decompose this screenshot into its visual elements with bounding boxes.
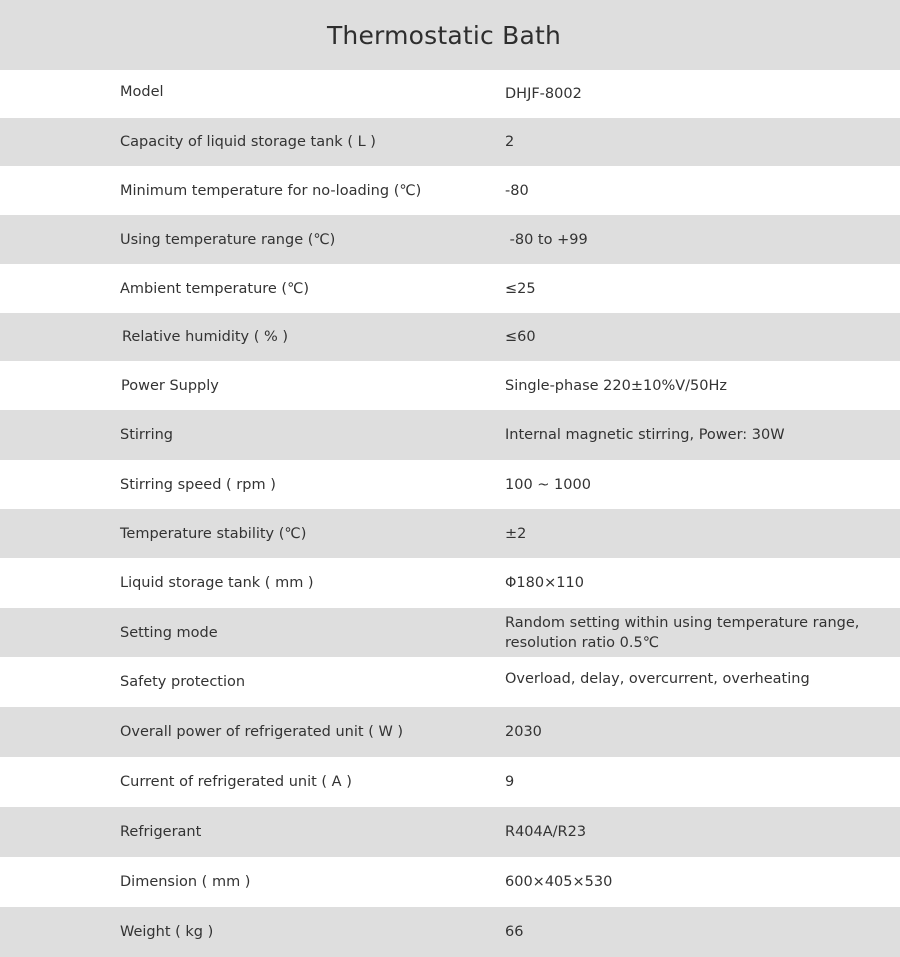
spec-row-safety-protection xyxy=(0,657,900,707)
spec-row-min-temperature xyxy=(0,166,900,215)
spec-label: Liquid storage tank ( mm ) xyxy=(120,575,314,591)
spec-row-setting-mode xyxy=(0,608,900,657)
spec-row-stirring xyxy=(0,410,900,460)
spec-row-model xyxy=(0,70,900,118)
spec-label: Temperature stability (℃) xyxy=(120,525,307,542)
spec-value: Overload, delay, overcurrent, overheating xyxy=(505,671,810,687)
spec-value: Φ180×110 xyxy=(505,575,584,591)
spec-row-ambient-temperature xyxy=(0,264,900,313)
spec-label: Stirring xyxy=(120,427,174,443)
spec-value: 66 xyxy=(505,924,524,940)
spec-label: Model xyxy=(120,84,164,100)
spec-row-refrigerated-current xyxy=(0,757,900,807)
spec-label: Relative humidity ( % ) xyxy=(122,329,289,345)
page-title: Thermostatic Bath xyxy=(326,20,562,50)
spec-label: Minimum temperature for no-loading (℃) xyxy=(120,182,422,199)
spec-value: Single-phase 220±10%V/50Hz xyxy=(505,377,727,394)
spec-value: 9 xyxy=(505,774,515,790)
spec-row-temperature-stability xyxy=(0,509,900,558)
spec-row-capacity xyxy=(0,118,900,166)
spec-label: Dimension ( mm ) xyxy=(120,874,251,890)
spec-row-temperature-range xyxy=(0,215,900,264)
spec-label: Safety protection xyxy=(120,674,246,690)
spec-row-refrigerated-power xyxy=(0,707,900,757)
spec-value: ≤25 xyxy=(505,280,536,297)
spec-value: R404A/R23 xyxy=(505,824,587,840)
spec-value: 2030 xyxy=(505,724,542,740)
spec-value: -80 xyxy=(505,182,529,199)
spec-label: Capacity of liquid storage tank ( L ) xyxy=(120,134,376,150)
spec-value: DHJF-8002 xyxy=(505,86,582,102)
spec-row-power-supply xyxy=(0,361,900,410)
spec-value: ≤60 xyxy=(505,329,536,345)
spec-value: Random setting within using temperature range, resolution ratio 0.5℃ xyxy=(505,614,860,651)
spec-label: Stirring speed ( rpm ) xyxy=(120,476,276,493)
spec-label: Refrigerant xyxy=(120,824,202,840)
spec-value: 100 ~ 1000 xyxy=(505,476,591,493)
spec-row-dimension xyxy=(0,857,900,907)
spec-row-relative-humidity xyxy=(0,313,900,361)
spec-row-weight xyxy=(0,907,900,957)
sheet-header xyxy=(0,0,900,70)
spec-value: Internal magnetic stirring, Power: 30W xyxy=(505,427,785,443)
spec-row-refrigerant xyxy=(0,807,900,857)
spec-label: Current of refrigerated unit ( A ) xyxy=(120,774,352,790)
spec-label: Overall power of refrigerated unit ( W ) xyxy=(120,724,404,740)
spec-label: Using temperature range (℃) xyxy=(120,231,336,248)
spec-value: -80 to +99 xyxy=(505,231,588,248)
spec-value: 600×405×530 xyxy=(505,874,613,890)
spec-value: 2 xyxy=(505,134,515,150)
spec-table xyxy=(0,70,900,957)
spec-label: Power Supply xyxy=(121,377,219,394)
spec-value: ±2 xyxy=(505,525,527,542)
spec-label: Weight ( kg ) xyxy=(120,924,214,940)
spec-row-liquid-tank-size xyxy=(0,558,900,608)
spec-row-stirring-speed xyxy=(0,460,900,509)
spec-label: Ambient temperature (℃) xyxy=(120,280,310,297)
spec-label: Setting mode xyxy=(120,624,218,641)
